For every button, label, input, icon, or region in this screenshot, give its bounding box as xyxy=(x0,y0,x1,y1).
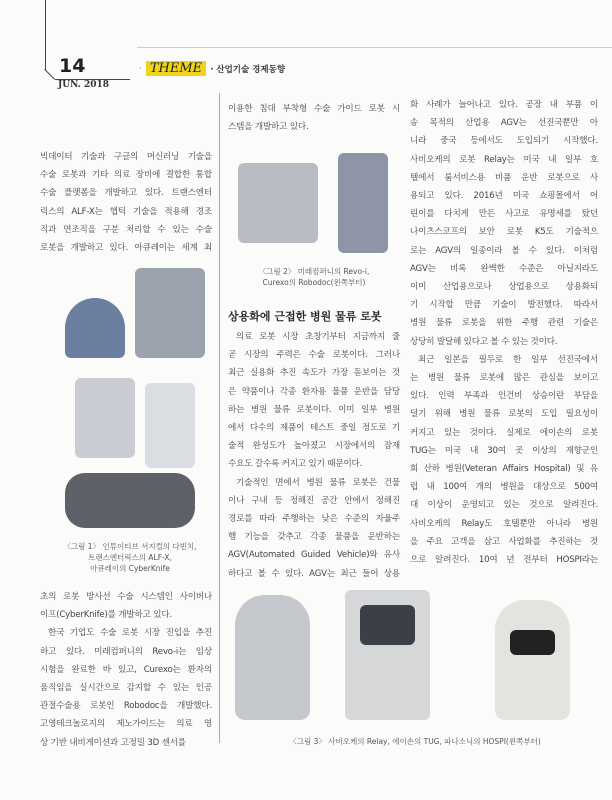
column-2-body-text xyxy=(228,328,400,583)
text-line: TUG는 미국 내 30여 곳 이상의 재향군인 xyxy=(410,445,598,456)
text-line: 경로를 따라 주행하는 낮은 수준의 자율주 xyxy=(228,514,400,525)
text-line: 회 산하 병원(Veteran Affairs Hospital) 및 유 xyxy=(410,464,598,475)
issue-date: JUN. 2018 xyxy=(58,80,110,90)
column-1-bottom-text xyxy=(40,588,212,752)
text-line: 린이를 다치게 만든 사고로 유명세를 탔던 xyxy=(410,209,598,220)
text-line: 에서 다수의 제품이 테스트 중일 정도로 기 xyxy=(228,423,400,434)
caption-line: 〈그림 2〉 미래컴퍼니의 Revo-i, xyxy=(258,267,370,276)
frame-line xyxy=(45,0,46,70)
text-line: 한국 기업도 수술 로봇 시장 진입을 추진 xyxy=(48,628,212,639)
text-line: 시험을 완료한 바 있고, Curexo는 환자의 xyxy=(40,664,212,675)
text-line: 하고 있다. 미래컴퍼니의 Revo-i는 임상 xyxy=(40,646,212,657)
text-line: 커지고 있는 것이다. 실제로 에이손의 로봇 xyxy=(410,427,598,438)
text-line: 수술 플랫폼을 개발하고 있다. 트랜스엔터 xyxy=(40,188,212,199)
text-line: 수요도 갈수록 커지고 있기 때문이다. xyxy=(228,459,363,470)
column-1-top-text xyxy=(40,148,212,257)
header-rule xyxy=(137,47,612,48)
column-divider xyxy=(219,93,220,743)
text-line: 화 사례가 늘어나고 있다. 공장 내 부품 이 xyxy=(410,100,598,110)
text-line: 텔에서 룸서비스용 비품 운반 로봇으로 사 xyxy=(410,172,598,183)
section-title: · 산업기술 경제동향 xyxy=(210,64,286,75)
section-heading: 상용화에 근접한 병원 물류 로봇 xyxy=(228,310,382,323)
section-header: · THEME · 산업기술 경제동향 xyxy=(139,61,286,76)
text-line: 용되고 있다. 2016년 미국 쇼핑몰에서 어 xyxy=(410,191,598,202)
figure-2-caption xyxy=(228,266,400,288)
text-line: AGV(Automated Guided Vehicle)와 유사 xyxy=(228,550,400,561)
page-number: 14 xyxy=(59,55,86,77)
text-line: 대 이상이 운영되고 있는 것으로 알려진다. xyxy=(410,500,598,511)
text-line: 직과 연조직을 구분 처리할 수 있는 수술 xyxy=(40,224,212,235)
text-line: 기술적인 면에서 병원 물류 로봇은 건물 xyxy=(236,477,400,488)
text-line: 덜기 위해 병원 물류 로봇의 도입 필요성이 xyxy=(410,409,598,420)
text-line: 하는 병원 물류 로봇이다. 이미 일부 병원 xyxy=(228,404,400,415)
text-line: 상당히 발달해 있다고 볼 수 있는 것이다. xyxy=(410,336,558,347)
figure-1-image xyxy=(45,258,215,536)
figure-1-caption xyxy=(45,541,215,574)
column-2-top-text xyxy=(228,100,400,136)
text-line: 있다. 인력 부족과 인건비 상승이란 부담을 xyxy=(410,391,598,402)
text-line: 곧 시장의 주력은 수술 로봇이다. 그러나 xyxy=(228,350,400,361)
text-line: 초의 로봇 방사선 수술 시스템인 사이버나 xyxy=(40,592,212,602)
text-line: 은 약품이나 각종 환자용 물품 운반을 담당 xyxy=(228,386,400,397)
text-line: 럽 내 100여 개의 병원을 대상으로 500여 xyxy=(410,482,598,493)
frame-line xyxy=(44,69,55,80)
text-line: 로는 AGV의 일종이라 볼 수 있다. 이처럼 xyxy=(410,245,598,256)
text-line: 의료 로봇 시장 초창기부터 지금까지 줄 xyxy=(236,332,400,342)
text-line: 릭스의 ALF-X는 햅틱 기술을 적용해 경조 xyxy=(40,206,212,217)
text-line: 기 시작할 만큼 기술이 발전했다. 따라서 xyxy=(410,300,598,311)
column-3-body-text xyxy=(410,96,598,569)
text-line: 행 기능을 갖추고 각종 물품을 운반하는 xyxy=(228,532,400,543)
caption-line: 아큐레이의 CyberKnife xyxy=(90,564,170,573)
caption-line: 트랜스엔터릭스의 ALF-X, xyxy=(88,553,172,562)
text-line: 하다고 볼 수 있다. AGV는 최근 들어 상용 xyxy=(228,568,400,579)
text-line: 는 병원 물류 로봇에 많은 관심을 보이고 xyxy=(410,373,598,384)
text-line: 사비오케의 Relay도 호텔뿐만 아니라 병원 xyxy=(410,518,598,529)
caption-line: Curexo의 Robodoc(왼쪽부터) xyxy=(262,278,366,287)
text-line: 니라 중국 등에서도 도입되기 시작했다. xyxy=(410,136,598,147)
text-line: 사비오케의 로봇 Relay는 미국 내 일부 호 xyxy=(410,154,598,165)
text-line: 이미 산업용으로나 상업용으로 상용화되 xyxy=(410,282,598,293)
text-line: 수술 로봇과 기타 의료 장비에 결합한 통합 xyxy=(40,170,212,181)
text-line: 술적 완성도가 높아졌고 시장에서의 잠재 xyxy=(228,441,400,452)
text-line: 나이츠스코프의 보안 로봇 K5도 기술적으 xyxy=(410,227,598,238)
figure-2-image xyxy=(228,148,400,260)
text-line: 이프(CyberKnife)를 개발하고 있다. xyxy=(40,610,172,621)
text-line: 으로 알려진다. 10여 년 전부터 HOSPI라는 xyxy=(410,555,598,566)
text-line: 스템을 개발하고 있다. xyxy=(228,122,309,133)
text-line: 빅데이터 기술과 구글의 머신러닝 기술을 xyxy=(40,152,212,162)
text-line: 최근 일본을 필두로 한 일부 선진국에서 xyxy=(418,354,598,365)
text-line: AGV는 비록 완벽한 수준은 아닐지라도 xyxy=(410,263,598,274)
text-line: 송 목적의 산업용 AGV는 선진국뿐만 아 xyxy=(410,118,598,129)
text-line: 최근 실용화 추진 속도가 가장 돋보이는 것 xyxy=(228,368,400,379)
text-line: 이용한 침대 부착형 수술 가이드 로봇 시 xyxy=(228,104,400,114)
text-line: 로봇을 개발하고 있다. 아큐레이는 세계 최 xyxy=(40,243,212,254)
figure-3-image xyxy=(230,590,600,725)
text-line: 병원 물류 로봇을 위한 주행 관련 기술은 xyxy=(410,318,598,329)
theme-tag: THEME xyxy=(146,61,206,76)
text-line: 을 주요 고객을 삼고 사업화를 추진하는 것 xyxy=(410,536,598,547)
text-line: 고영테크놀로지의 제노가이드는 의료 영 xyxy=(40,719,212,730)
text-line: 상 기반 내비게이션과 고정밀 3D 센서를 xyxy=(40,737,186,748)
figure-3-caption: 〈그림 3〉 사비오케의 Relay, 에이손의 TUG, 파나소닉의 HOSPI(왼쪽부터) xyxy=(289,737,541,746)
text-line: 움직임을 실시간으로 감지할 수 있는 인공 xyxy=(40,683,212,694)
caption-line: 〈그림 1〉 인튜이티브 서지컬의 다빈치, xyxy=(63,542,197,551)
text-line: 관절수술용 로봇인 Robodoc을 개발했다. xyxy=(40,701,212,712)
text-line: 이나 구내 등 정해진 공간 안에서 정해진 xyxy=(228,495,400,506)
